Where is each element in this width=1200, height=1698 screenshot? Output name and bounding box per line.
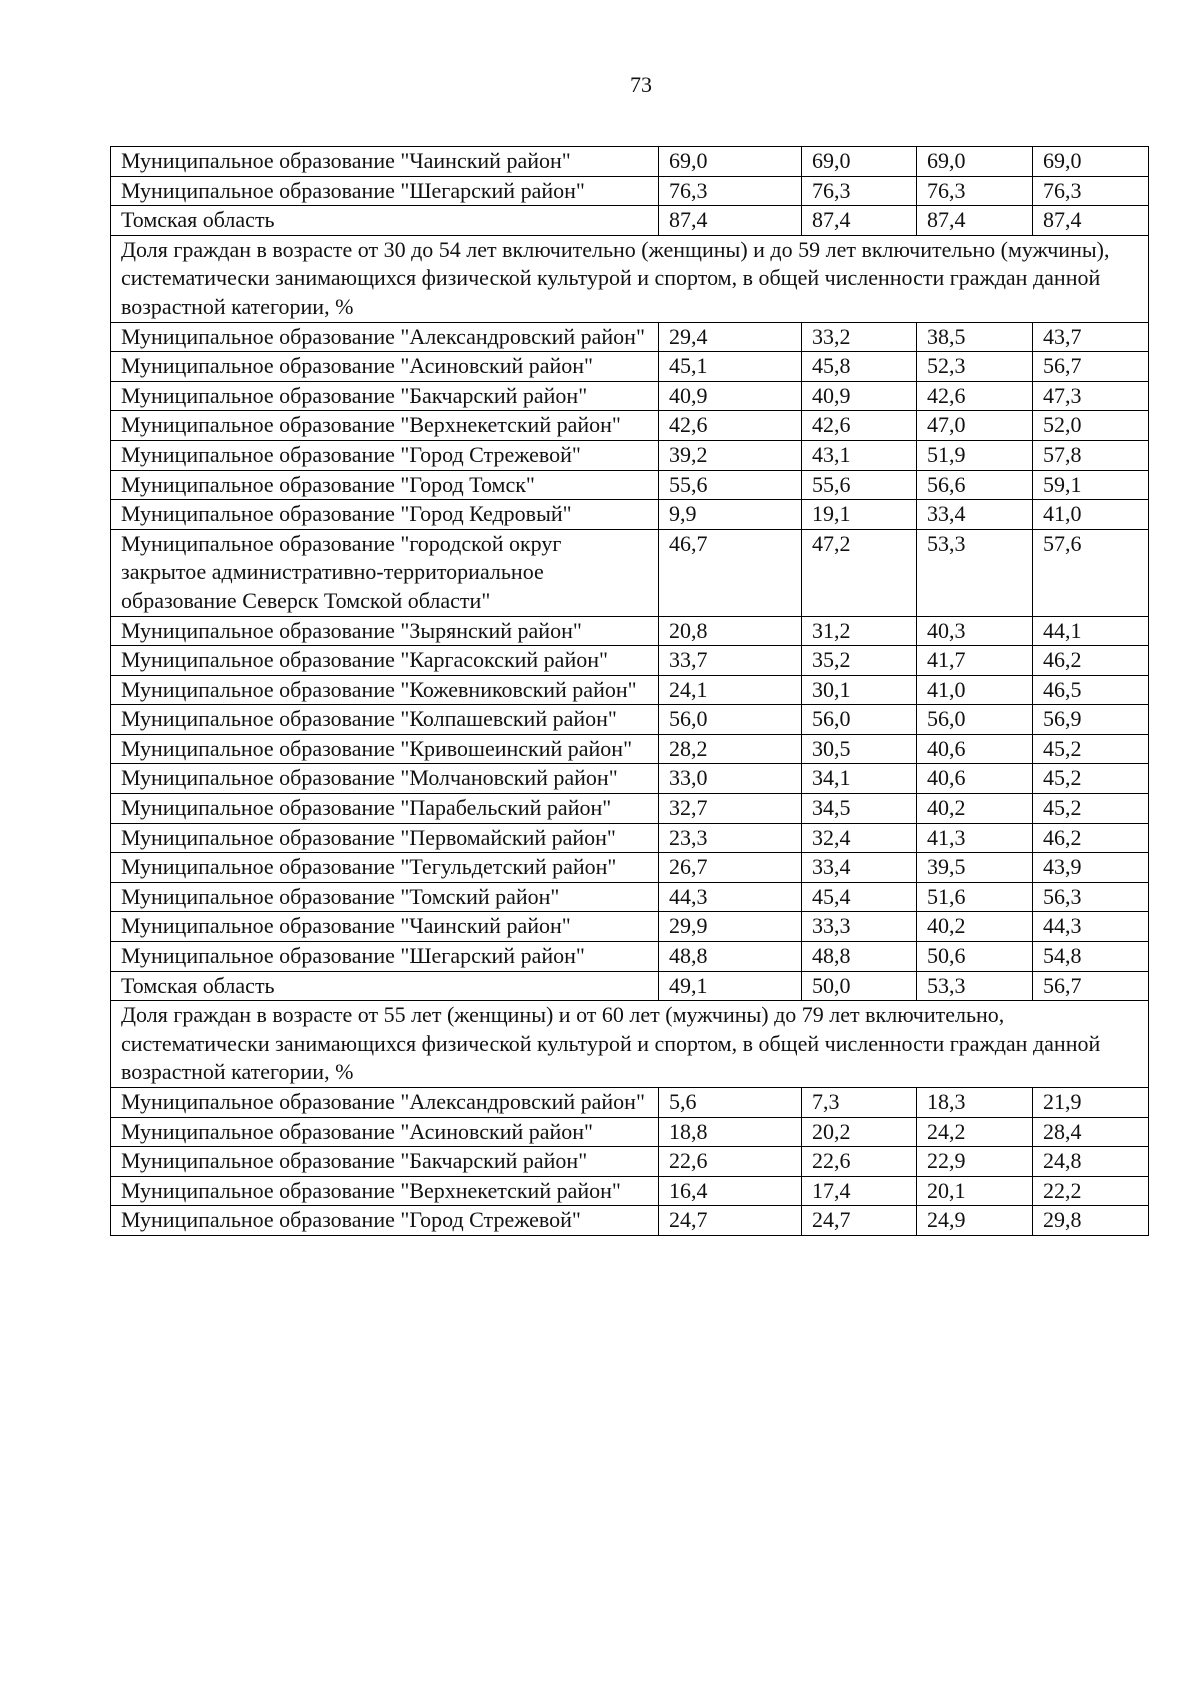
value-cell: 57,6 bbox=[1033, 529, 1149, 616]
value-cell: 45,2 bbox=[1033, 794, 1149, 824]
municipality-name-cell: Муниципальное образование "Александровский район" bbox=[111, 322, 659, 352]
municipality-name-cell: Муниципальное образование "Город Стрежевой" bbox=[111, 440, 659, 470]
value-cell: 51,6 bbox=[917, 882, 1033, 912]
table-row bbox=[111, 1206, 1149, 1236]
value-cell: 45,2 bbox=[1033, 764, 1149, 794]
table-body bbox=[111, 147, 1149, 1236]
section-header-row bbox=[111, 1001, 1149, 1088]
table-row bbox=[111, 206, 1149, 236]
value-cell: 34,5 bbox=[802, 794, 917, 824]
value-cell: 24,7 bbox=[659, 1206, 802, 1236]
municipality-name-cell: Томская область bbox=[111, 971, 659, 1001]
municipality-name-cell: Муниципальное образование "Кожевниковский район" bbox=[111, 675, 659, 705]
municipality-name-cell: Муниципальное образование "Верхнекетский район" bbox=[111, 411, 659, 441]
value-cell: 24,8 bbox=[1033, 1147, 1149, 1177]
value-cell: 53,3 bbox=[917, 529, 1033, 616]
value-cell: 51,9 bbox=[917, 440, 1033, 470]
value-cell: 21,9 bbox=[1033, 1088, 1149, 1118]
value-cell: 9,9 bbox=[659, 500, 802, 530]
table-row bbox=[111, 411, 1149, 441]
value-cell: 49,1 bbox=[659, 971, 802, 1001]
table-row bbox=[111, 381, 1149, 411]
value-cell: 29,9 bbox=[659, 912, 802, 942]
municipality-name-cell: Муниципальное образование "Кривошеинский район" bbox=[111, 734, 659, 764]
municipality-name-cell: Муниципальное образование "Первомайский район" bbox=[111, 823, 659, 853]
value-cell: 5,6 bbox=[659, 1088, 802, 1118]
value-cell: 52,0 bbox=[1033, 411, 1149, 441]
value-cell: 17,4 bbox=[802, 1176, 917, 1206]
table-row bbox=[111, 616, 1149, 646]
value-cell: 45,1 bbox=[659, 352, 802, 382]
value-cell: 20,2 bbox=[802, 1117, 917, 1147]
value-cell: 33,3 bbox=[802, 912, 917, 942]
value-cell: 53,3 bbox=[917, 971, 1033, 1001]
municipality-name-cell: Муниципальное образование "Чаинский район" bbox=[111, 147, 659, 177]
value-cell: 69,0 bbox=[659, 147, 802, 177]
table-row bbox=[111, 853, 1149, 883]
value-cell: 40,9 bbox=[659, 381, 802, 411]
municipality-name-cell: Муниципальное образование "Каргасокский район" bbox=[111, 646, 659, 676]
value-cell: 87,4 bbox=[802, 206, 917, 236]
value-cell: 44,3 bbox=[659, 882, 802, 912]
table-row bbox=[111, 1088, 1149, 1118]
value-cell: 76,3 bbox=[1033, 176, 1149, 206]
table-row bbox=[111, 882, 1149, 912]
value-cell: 30,5 bbox=[802, 734, 917, 764]
value-cell: 56,0 bbox=[917, 705, 1033, 735]
value-cell: 87,4 bbox=[917, 206, 1033, 236]
table-row bbox=[111, 912, 1149, 942]
value-cell: 56,3 bbox=[1033, 882, 1149, 912]
value-cell: 42,6 bbox=[659, 411, 802, 441]
value-cell: 47,0 bbox=[917, 411, 1033, 441]
value-cell: 40,6 bbox=[917, 734, 1033, 764]
section-header-text: Доля граждан в возрасте от 55 лет (женщины) и от 60 лет (мужчины) до 79 лет включительно, систематически занимающихся физической культурой и спортом, в общей численности граждан данной возрастной категории, % bbox=[111, 1001, 1149, 1088]
section-header-text: Доля граждан в возрасте от 30 до 54 лет включительно (женщины) и до 59 лет включительно (мужчины), систематически занимающихся физической культурой и спортом, в общей численности граждан данной возрастной категории, % bbox=[111, 235, 1149, 322]
municipality-name-cell: Муниципальное образование "Чаинский район" bbox=[111, 912, 659, 942]
municipality-name-cell: Муниципальное образование "Тегульдетский район" bbox=[111, 853, 659, 883]
value-cell: 50,0 bbox=[802, 971, 917, 1001]
value-cell: 32,7 bbox=[659, 794, 802, 824]
value-cell: 56,0 bbox=[659, 705, 802, 735]
municipality-name-cell: Муниципальное образование "Колпашевский район" bbox=[111, 705, 659, 735]
value-cell: 46,2 bbox=[1033, 646, 1149, 676]
municipality-name-cell: Муниципальное образование "Парабельский район" bbox=[111, 794, 659, 824]
value-cell: 48,8 bbox=[659, 942, 802, 972]
municipality-name-cell: Томская область bbox=[111, 206, 659, 236]
table-row bbox=[111, 942, 1149, 972]
value-cell: 34,1 bbox=[802, 764, 917, 794]
value-cell: 28,2 bbox=[659, 734, 802, 764]
value-cell: 45,4 bbox=[802, 882, 917, 912]
value-cell: 24,2 bbox=[917, 1117, 1033, 1147]
value-cell: 47,3 bbox=[1033, 381, 1149, 411]
table-row bbox=[111, 529, 1149, 616]
value-cell: 43,7 bbox=[1033, 322, 1149, 352]
table-row bbox=[111, 794, 1149, 824]
municipality-name-cell: Муниципальное образование "Александровский район" bbox=[111, 1088, 659, 1118]
value-cell: 57,8 bbox=[1033, 440, 1149, 470]
value-cell: 22,6 bbox=[659, 1147, 802, 1177]
table-row bbox=[111, 440, 1149, 470]
indicators-table bbox=[110, 146, 1149, 1236]
value-cell: 29,4 bbox=[659, 322, 802, 352]
value-cell: 40,9 bbox=[802, 381, 917, 411]
value-cell: 76,3 bbox=[802, 176, 917, 206]
value-cell: 20,8 bbox=[659, 616, 802, 646]
table-row bbox=[111, 1176, 1149, 1206]
municipality-name-cell: Муниципальное образование "Асиновский район" bbox=[111, 1117, 659, 1147]
value-cell: 56,7 bbox=[1033, 971, 1149, 1001]
table-row bbox=[111, 675, 1149, 705]
value-cell: 54,8 bbox=[1033, 942, 1149, 972]
value-cell: 69,0 bbox=[917, 147, 1033, 177]
municipality-name-cell: Муниципальное образование "Шегарский район" bbox=[111, 942, 659, 972]
municipality-name-cell: Муниципальное образование "Молчановский район" bbox=[111, 764, 659, 794]
value-cell: 42,6 bbox=[802, 411, 917, 441]
municipality-name-cell: Муниципальное образование "городской округ закрытое административно-территориальное образование Северск Томской области" bbox=[111, 529, 659, 616]
value-cell: 24,9 bbox=[917, 1206, 1033, 1236]
table-row bbox=[111, 352, 1149, 382]
value-cell: 22,6 bbox=[802, 1147, 917, 1177]
value-cell: 46,5 bbox=[1033, 675, 1149, 705]
table-row bbox=[111, 147, 1149, 177]
value-cell: 24,7 bbox=[802, 1206, 917, 1236]
value-cell: 87,4 bbox=[1033, 206, 1149, 236]
value-cell: 56,7 bbox=[1033, 352, 1149, 382]
table-row bbox=[111, 705, 1149, 735]
value-cell: 38,5 bbox=[917, 322, 1033, 352]
value-cell: 41,0 bbox=[1033, 500, 1149, 530]
table-row bbox=[111, 1117, 1149, 1147]
value-cell: 30,1 bbox=[802, 675, 917, 705]
value-cell: 40,3 bbox=[917, 616, 1033, 646]
value-cell: 32,4 bbox=[802, 823, 917, 853]
value-cell: 33,7 bbox=[659, 646, 802, 676]
value-cell: 24,1 bbox=[659, 675, 802, 705]
value-cell: 44,3 bbox=[1033, 912, 1149, 942]
value-cell: 20,1 bbox=[917, 1176, 1033, 1206]
table-row bbox=[111, 470, 1149, 500]
municipality-name-cell: Муниципальное образование "Город Кедровый" bbox=[111, 500, 659, 530]
table-row bbox=[111, 823, 1149, 853]
value-cell: 23,3 bbox=[659, 823, 802, 853]
municipality-name-cell: Муниципальное образование "Шегарский район" bbox=[111, 176, 659, 206]
value-cell: 55,6 bbox=[659, 470, 802, 500]
value-cell: 40,6 bbox=[917, 764, 1033, 794]
value-cell: 87,4 bbox=[659, 206, 802, 236]
value-cell: 18,3 bbox=[917, 1088, 1033, 1118]
value-cell: 22,9 bbox=[917, 1147, 1033, 1177]
table-row bbox=[111, 500, 1149, 530]
value-cell: 46,7 bbox=[659, 529, 802, 616]
value-cell: 55,6 bbox=[802, 470, 917, 500]
value-cell: 28,4 bbox=[1033, 1117, 1149, 1147]
value-cell: 40,2 bbox=[917, 912, 1033, 942]
value-cell: 33,2 bbox=[802, 322, 917, 352]
value-cell: 45,2 bbox=[1033, 734, 1149, 764]
value-cell: 33,4 bbox=[802, 853, 917, 883]
value-cell: 76,3 bbox=[917, 176, 1033, 206]
table-row bbox=[111, 734, 1149, 764]
municipality-name-cell: Муниципальное образование "Город Стрежевой" bbox=[111, 1206, 659, 1236]
value-cell: 41,3 bbox=[917, 823, 1033, 853]
municipality-name-cell: Муниципальное образование "Город Томск" bbox=[111, 470, 659, 500]
value-cell: 41,7 bbox=[917, 646, 1033, 676]
value-cell: 35,2 bbox=[802, 646, 917, 676]
value-cell: 18,8 bbox=[659, 1117, 802, 1147]
value-cell: 39,2 bbox=[659, 440, 802, 470]
value-cell: 26,7 bbox=[659, 853, 802, 883]
value-cell: 56,0 bbox=[802, 705, 917, 735]
municipality-name-cell: Муниципальное образование "Асиновский район" bbox=[111, 352, 659, 382]
value-cell: 48,8 bbox=[802, 942, 917, 972]
value-cell: 33,0 bbox=[659, 764, 802, 794]
value-cell: 39,5 bbox=[917, 853, 1033, 883]
value-cell: 43,1 bbox=[802, 440, 917, 470]
value-cell: 42,6 bbox=[917, 381, 1033, 411]
value-cell: 56,6 bbox=[917, 470, 1033, 500]
table-row bbox=[111, 322, 1149, 352]
value-cell: 7,3 bbox=[802, 1088, 917, 1118]
page-number: 73 bbox=[630, 72, 652, 97]
value-cell: 59,1 bbox=[1033, 470, 1149, 500]
value-cell: 41,0 bbox=[917, 675, 1033, 705]
value-cell: 16,4 bbox=[659, 1176, 802, 1206]
section-header-row bbox=[111, 235, 1149, 322]
table-row bbox=[111, 764, 1149, 794]
value-cell: 19,1 bbox=[802, 500, 917, 530]
table-row bbox=[111, 646, 1149, 676]
municipality-name-cell: Муниципальное образование "Верхнекетский район" bbox=[111, 1176, 659, 1206]
municipality-name-cell: Муниципальное образование "Томский район" bbox=[111, 882, 659, 912]
value-cell: 33,4 bbox=[917, 500, 1033, 530]
value-cell: 69,0 bbox=[1033, 147, 1149, 177]
value-cell: 31,2 bbox=[802, 616, 917, 646]
value-cell: 40,2 bbox=[917, 794, 1033, 824]
value-cell: 56,9 bbox=[1033, 705, 1149, 735]
value-cell: 46,2 bbox=[1033, 823, 1149, 853]
value-cell: 47,2 bbox=[802, 529, 917, 616]
value-cell: 29,8 bbox=[1033, 1206, 1149, 1236]
value-cell: 22,2 bbox=[1033, 1176, 1149, 1206]
table-row bbox=[111, 176, 1149, 206]
value-cell: 50,6 bbox=[917, 942, 1033, 972]
municipality-name-cell: Муниципальное образование "Зырянский район" bbox=[111, 616, 659, 646]
value-cell: 44,1 bbox=[1033, 616, 1149, 646]
value-cell: 43,9 bbox=[1033, 853, 1149, 883]
municipality-name-cell: Муниципальное образование "Бакчарский район" bbox=[111, 1147, 659, 1177]
table-row bbox=[111, 971, 1149, 1001]
value-cell: 69,0 bbox=[802, 147, 917, 177]
municipality-name-cell: Муниципальное образование "Бакчарский район" bbox=[111, 381, 659, 411]
value-cell: 76,3 bbox=[659, 176, 802, 206]
table-row bbox=[111, 1147, 1149, 1177]
value-cell: 45,8 bbox=[802, 352, 917, 382]
value-cell: 52,3 bbox=[917, 352, 1033, 382]
